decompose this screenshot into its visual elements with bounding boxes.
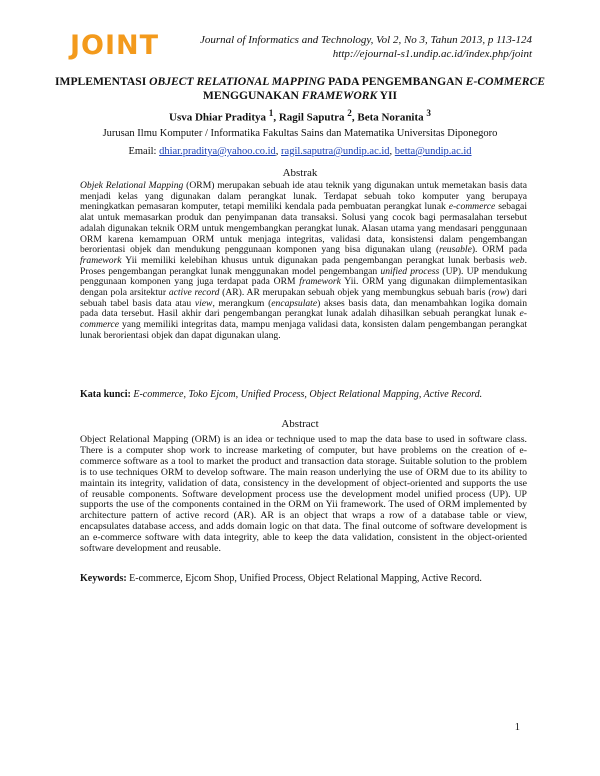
author-name: Ragil Saputra <box>278 111 345 124</box>
author-name: Usva Dhiar Praditya <box>169 111 266 124</box>
page-number: 1 <box>514 722 520 733</box>
abstract-body: Object Relational Mapping (ORM) is an idea or technique used to map the data base to used in software class. There is a computer shop work to increase marketing of computer, but have problems on the creation of e-commerce software as a tool to market the product and transaction data storage. Suitable solution to the problem is to use techniques ORM to develop software. The main reason underlying the use of ORM due to its ability to maintain its integrity, validation of data, consistency in the development of object-oriented and supports the use of reusable components. Software development process use the development model unified process (UP). UP supports the use of the components contained in the ORM on Yii framework. The used of ORM implemented by architecture pattern of active record (AR). AR is an object that wraps a row of a database table or view, encapsulates database access, and adds domain logic on that data. The final outcome of software development is an e-commerce software with data integrity, able to keep the data validation, consistent in the object-oriented software development and reusable. <box>80 434 527 555</box>
author-name: Beta Noranita <box>357 111 424 124</box>
abstrak-body: Objek Relational Mapping (ORM) merupakan sebuah ide atau teknik yang digunakan untuk memetakan basis data menjadi kelas yang digunakan dalam perangkat lunak. Terdapat sebuah toko komputer yang berupaya meningkatkan pemasaran komputer, tetapi memiliki kendala pada pembuatan perangkat lunak e-commerce sebagai alat untuk memasarkan produk dan penyimpanan data transaksi. Solusi yang cocok bagi permasalahan tersebut adalah digunakan teknik ORM untuk mengembangkan perangkat lunak. Alasan utama yang mendasari penggunaan ORM karena kemampuan ORM untuk menjaga integritas, validasi data, konsistensi dalam pengembangan berorientasi objek dan mendukung penggunaan komponen yang bisa digunakan ulang (reusable). ORM pada framework Yii memiliki kelebihan khusus untuk digunakan pada pengembangan perangkat lunak berbasis web. Proses pengembangan perangkat lunak menggunakan model pengembangan unified process (UP). UP mendukung penggunaan komponen yang juga terdapat pada ORM framework Yii. ORM yang digunakan diimplementasikan dengan pola arsitektur active record (AR). AR merupakan sebuah objek yang membungkus sebuah baris (row) dari sebuah tabel basis data atau view, merangkum (encapsulate) akses basis data, dan menambahkan logika domain pada data tersebut. Hasil akhir dari pengembangan perangkat lunak adalah dihasilkan sebuah perangkat lunak e-commerce yang memiliki integritas data, mampu menjaga validasi data, konsisten dalam pengembangan perangkat lunak berorientasi objek dan dapat digunakan ulang. <box>80 180 528 341</box>
abstract-heading: Abstract <box>281 418 319 430</box>
affiliation: Jurusan Ilmu Komputer / Informatika Fakultas Sains dan Matematika Universitas Diponegoro <box>102 128 498 139</box>
paper-title-line2: MENGGUNAKAN FRAMEWORK YII <box>202 89 398 102</box>
journal-citation: Journal of Informatics and Technology, Vol 2, No 3, Tahun 2013, p 113-124 <box>199 34 532 46</box>
kata-kunci: Kata kunci: E-commerce, Toko Ejcom, Unified Process, Object Relational Mapping, Active Record. <box>80 389 483 400</box>
email-link[interactable]: dhiar.praditya@yahoo.co.id <box>159 146 276 157</box>
author-list: Usva Dhiar Praditya $^1$, Ragil Saputra $^2$, Beta Noranita $^3$ <box>169 108 431 124</box>
journal-logo: JOINT <box>70 30 160 61</box>
keywords: Keywords: E-commerce, Ejcom Shop, Unified Process, Object Relational Mapping, Active Record. <box>80 573 482 584</box>
email-line: Email: dhiar.praditya@yahoo.co.id, ragil.saputra@undip.ac.id, betta@undip.ac.id <box>128 146 472 157</box>
email-link[interactable]: betta@undip.ac.id <box>394 146 472 157</box>
journal-url: http://ejournal-s1.undip.ac.id/index.php/joint <box>332 48 532 60</box>
email-link[interactable]: ragil.saputra@undip.ac.id <box>281 146 390 157</box>
abstrak-heading: Abstrak <box>282 167 318 179</box>
paper-title-line1: IMPLEMENTASI OBJECT RELATIONAL MAPPING PADA PENGEMBANGAN E-COMMERCE <box>54 75 545 88</box>
